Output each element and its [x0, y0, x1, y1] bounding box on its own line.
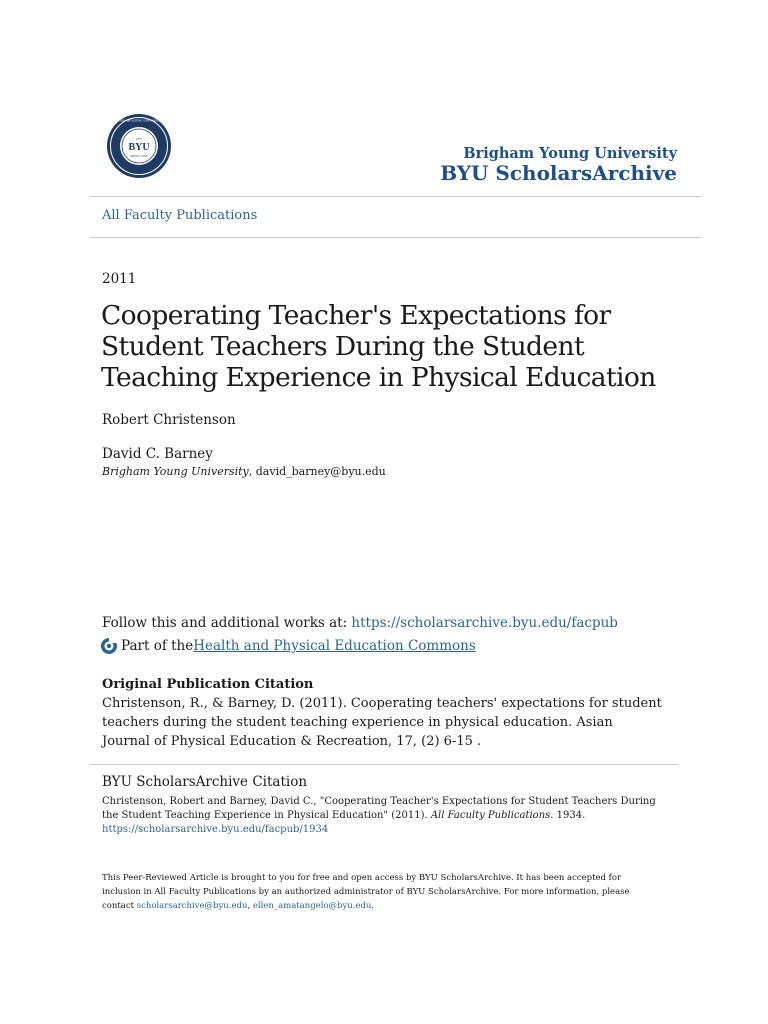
original-citation-heading: Original Publication Citation [102, 677, 314, 692]
creative-commons-icon [100, 637, 118, 655]
divider [90, 196, 701, 197]
access-notice-body: This Peer-Reviewed Article is brought to you for free and open access by BYU ScholarsArchive. It has been accepted for inclusion in All Faculty Publications by an authorized administrator of BYU ScholarsArchive. For more information, please contact [102, 873, 630, 911]
notice-end: . [371, 901, 375, 911]
byu-seal-logo [106, 113, 172, 179]
citation-body: Christenson, Robert and Barney, David C., "Cooperating Teacher's Expectations for Student Teachers During the Student Teaching Experience in Physical Education" (2011). [102, 796, 656, 821]
author-name: Robert Christenson [102, 412, 236, 428]
archive-citation-text [102, 795, 672, 837]
commons-link[interactable]: Health and Physical Education Commons [193, 638, 476, 654]
seal-bottom-text: PROVO, UTAH [130, 155, 148, 158]
citation-journal: All Faculty Publications [430, 810, 551, 821]
seal-center-text: BYU [128, 142, 150, 153]
author-email: , david_barney@byu.edu [248, 465, 386, 478]
follow-url-link[interactable]: https://scholarsarchive.byu.edu/facpub [351, 615, 618, 631]
archive-name: BYU ScholarsArchive [440, 161, 677, 185]
follow-label: Follow this and additional works at: [102, 615, 352, 631]
author-affiliation [102, 465, 386, 478]
seal-year-text: 1875 [136, 137, 142, 141]
collection-link[interactable]: All Faculty Publications [102, 208, 258, 223]
affiliation-name: Brigham Young University [102, 465, 249, 478]
citation-number: . 1934. [550, 810, 586, 821]
university-name: Brigham Young University [463, 145, 677, 162]
divider [90, 237, 701, 238]
author-name: David C. Barney [102, 446, 213, 462]
email-separator: , [247, 901, 253, 911]
document-title: Cooperating Teacher's Expectations for Student Teachers During the Student Teaching Experience in Physical Education [101, 300, 656, 393]
original-citation-text: Christenson, R., & Barney, D. (2011). Cooperating teachers' expectations for student teachers during the student teaching experience in physical education. Asian Journal of Physical Education & Recreation, 17, (2) 6-15 . [102, 696, 662, 749]
part-of-line [100, 637, 476, 655]
seal-top-text: BRIGHAM YOUNG UNIVERSITY [115, 118, 163, 123]
follow-line [102, 615, 618, 631]
citation-url-link[interactable]: https://scholarsarchive.byu.edu/facpub/1934 [102, 824, 329, 835]
archive-citation-heading: BYU ScholarsArchive Citation [102, 774, 308, 790]
part-of-label: Part of the [121, 638, 194, 654]
access-notice [102, 871, 642, 913]
publication-year: 2011 [102, 271, 137, 287]
contact-email-link[interactable]: scholarsarchive@byu.edu [136, 901, 248, 911]
divider [90, 764, 678, 765]
contact-email-link[interactable]: ellen_amatangelo@byu.edu [252, 901, 372, 911]
